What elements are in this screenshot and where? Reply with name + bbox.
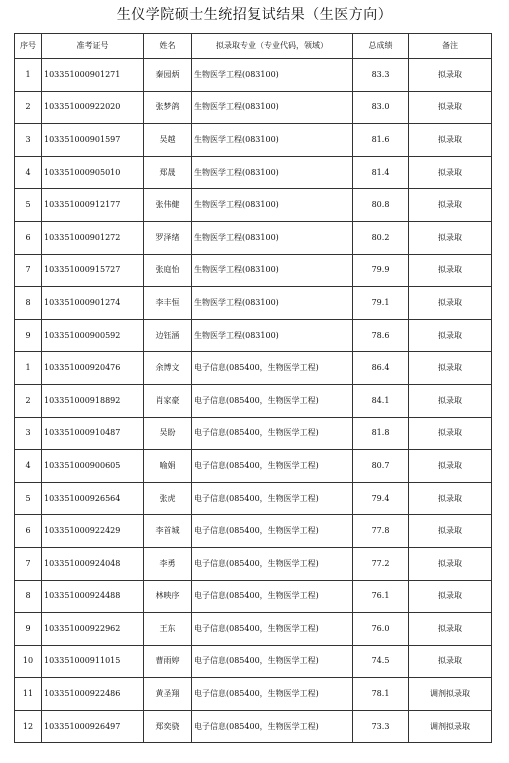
row-no: 1 [15,352,42,385]
note-cell: 拟录取 [409,515,492,548]
header-name: 姓名 [144,34,192,59]
table-row [15,156,492,189]
score-cell: 80.2 [353,221,409,254]
table-row [15,287,492,320]
note-cell: 拟录取 [409,450,492,483]
name-cell: 曹雨婷 [144,645,192,678]
note-cell: 拟录取 [409,352,492,385]
exam-id-cell: 103351000924048 [42,547,144,580]
exam-id-cell: 103351000910487 [42,417,144,450]
name-cell: 吴越 [144,124,192,157]
major-cell: 电子信息(085400，生物医学工程) [192,515,353,548]
name-cell: 边钰涵 [144,319,192,352]
table-row [15,678,492,711]
score-cell: 80.7 [353,450,409,483]
row-no: 7 [15,547,42,580]
table-row [15,580,492,613]
table-row [15,254,492,287]
exam-id-cell: 103351000900605 [42,450,144,483]
exam-id-cell: 103351000922486 [42,678,144,711]
note-cell: 拟录取 [409,613,492,646]
name-cell: 吴盼 [144,417,192,450]
table-row [15,482,492,515]
name-cell: 秦园炳 [144,59,192,92]
exam-id-cell: 103351000922020 [42,91,144,124]
note-cell: 拟录取 [409,189,492,222]
note-cell: 拟录取 [409,547,492,580]
exam-id-cell: 103351000922962 [42,613,144,646]
note-cell: 拟录取 [409,254,492,287]
major-cell: 生物医学工程(083100) [192,156,353,189]
exam-id-cell: 103351000901597 [42,124,144,157]
score-cell: 77.2 [353,547,409,580]
score-cell: 74.5 [353,645,409,678]
row-no: 5 [15,189,42,222]
score-cell: 81.6 [353,124,409,157]
score-cell: 86.4 [353,352,409,385]
name-cell: 罗泽绪 [144,221,192,254]
name-cell: 郑奕骁 [144,710,192,743]
major-cell: 电子信息(085400，生物医学工程) [192,580,353,613]
header-score: 总成绩 [353,34,409,59]
exam-id-cell: 103351000918892 [42,384,144,417]
row-no: 6 [15,515,42,548]
table-row [15,189,492,222]
note-cell: 拟录取 [409,287,492,320]
table-row [15,547,492,580]
note-cell: 拟录取 [409,59,492,92]
header-row [15,34,492,59]
note-cell: 调剂拟录取 [409,710,492,743]
name-cell: 肖家豪 [144,384,192,417]
score-cell: 78.1 [353,678,409,711]
note-cell: 调剂拟录取 [409,678,492,711]
exam-id-cell: 103351000900592 [42,319,144,352]
score-cell: 83.3 [353,59,409,92]
table-row [15,417,492,450]
major-cell: 电子信息(085400，生物医学工程) [192,678,353,711]
name-cell: 李首城 [144,515,192,548]
major-cell: 电子信息(085400，生物医学工程) [192,384,353,417]
major-cell: 电子信息(085400，生物医学工程) [192,613,353,646]
row-no: 3 [15,124,42,157]
table-row [15,352,492,385]
row-no: 4 [15,450,42,483]
results-table [14,33,492,743]
note-cell: 拟录取 [409,645,492,678]
table-row [15,384,492,417]
row-no: 9 [15,319,42,352]
note-cell: 拟录取 [409,156,492,189]
row-no: 10 [15,645,42,678]
note-cell: 拟录取 [409,482,492,515]
major-cell: 生物医学工程(083100) [192,319,353,352]
table-row [15,91,492,124]
table-row [15,645,492,678]
table-row [15,515,492,548]
major-cell: 生物医学工程(083100) [192,124,353,157]
table-row [15,59,492,92]
header-no: 序号 [15,34,42,59]
major-cell: 生物医学工程(083100) [192,91,353,124]
name-cell: 张梦鸽 [144,91,192,124]
major-cell: 电子信息(085400，生物医学工程) [192,352,353,385]
score-cell: 79.1 [353,287,409,320]
name-cell: 郑晟 [144,156,192,189]
exam-id-cell: 103351000911015 [42,645,144,678]
score-cell: 78.6 [353,319,409,352]
table-row [15,319,492,352]
score-cell: 73.3 [353,710,409,743]
row-no: 8 [15,580,42,613]
score-cell: 79.4 [353,482,409,515]
row-no: 11 [15,678,42,711]
name-cell: 喻娟 [144,450,192,483]
score-cell: 76.1 [353,580,409,613]
name-cell: 林映序 [144,580,192,613]
name-cell: 黄圣翔 [144,678,192,711]
exam-id-cell: 103351000926497 [42,710,144,743]
header-major: 拟录取专业（专业代码，领域） [192,34,353,59]
major-cell: 电子信息(085400，生物医学工程) [192,417,353,450]
major-cell: 电子信息(085400，生物医学工程) [192,547,353,580]
score-cell: 76.0 [353,613,409,646]
row-no: 4 [15,156,42,189]
exam-id-cell: 103351000915727 [42,254,144,287]
name-cell: 张伟健 [144,189,192,222]
row-no: 9 [15,613,42,646]
major-cell: 电子信息(085400，生物医学工程) [192,645,353,678]
name-cell: 张虎 [144,482,192,515]
name-cell: 张庭怡 [144,254,192,287]
name-cell: 王东 [144,613,192,646]
name-cell: 余博文 [144,352,192,385]
table-row [15,221,492,254]
name-cell: 李勇 [144,547,192,580]
note-cell: 拟录取 [409,319,492,352]
row-no: 7 [15,254,42,287]
page-title: 生仪学院硕士生统招复试结果（生医方向） [116,7,393,23]
major-cell: 电子信息(085400，生物医学工程) [192,710,353,743]
row-no: 2 [15,384,42,417]
note-cell: 拟录取 [409,221,492,254]
score-cell: 84.1 [353,384,409,417]
row-no: 12 [15,710,42,743]
table-row [15,450,492,483]
major-cell: 生物医学工程(083100) [192,254,353,287]
score-cell: 81.8 [353,417,409,450]
note-cell: 拟录取 [409,124,492,157]
exam-id-cell: 103351000901271 [42,59,144,92]
table-header [15,34,492,59]
note-cell: 拟录取 [409,580,492,613]
major-cell: 电子信息(085400，生物医学工程) [192,482,353,515]
major-cell: 电子信息(085400，生物医学工程) [192,450,353,483]
row-no: 8 [15,287,42,320]
score-cell: 80.8 [353,189,409,222]
exam-id-cell: 103351000926564 [42,482,144,515]
major-cell: 生物医学工程(083100) [192,287,353,320]
row-no: 3 [15,417,42,450]
score-cell: 81.4 [353,156,409,189]
table-row [15,124,492,157]
row-no: 1 [15,59,42,92]
row-no: 6 [15,221,42,254]
exam-id-cell: 103351000922429 [42,515,144,548]
score-cell: 77.8 [353,515,409,548]
major-cell: 生物医学工程(083100) [192,59,353,92]
exam-id-cell: 103351000924488 [42,580,144,613]
exam-id-cell: 103351000912177 [42,189,144,222]
note-cell: 拟录取 [409,384,492,417]
note-cell: 拟录取 [409,417,492,450]
table-row [15,710,492,743]
exam-id-cell: 103351000901274 [42,287,144,320]
score-cell: 83.0 [353,91,409,124]
score-cell: 79.9 [353,254,409,287]
major-cell: 生物医学工程(083100) [192,189,353,222]
exam-id-cell: 103351000901272 [42,221,144,254]
table-body [15,59,492,743]
table-row [15,613,492,646]
exam-id-cell: 103351000920476 [42,352,144,385]
name-cell: 李丰恒 [144,287,192,320]
header-note: 备注 [409,34,492,59]
major-cell: 生物医学工程(083100) [192,221,353,254]
row-no: 5 [15,482,42,515]
row-no: 2 [15,91,42,124]
exam-id-cell: 103351000905010 [42,156,144,189]
header-exam-id: 准考证号 [42,34,144,59]
note-cell: 拟录取 [409,91,492,124]
